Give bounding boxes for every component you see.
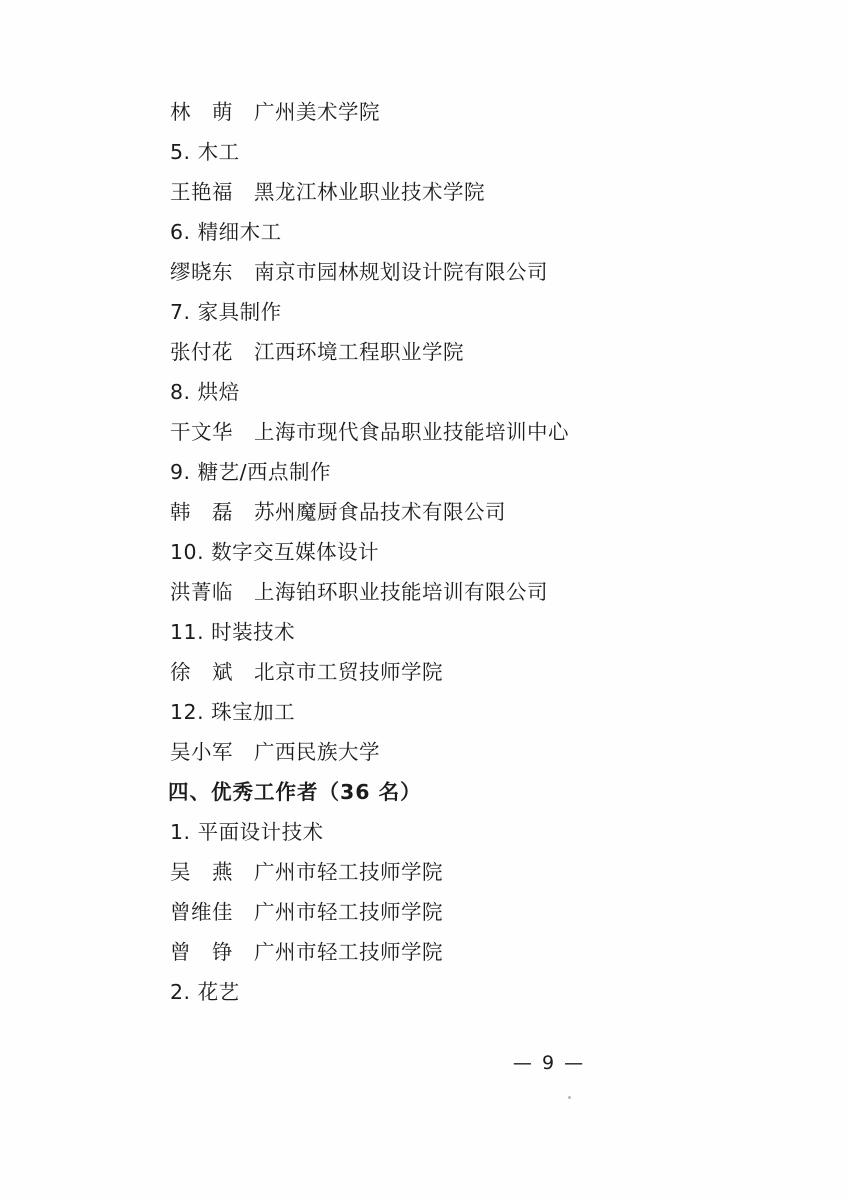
document-line: 8. 烘焙 — [170, 380, 240, 404]
document-line: 5. 木工 — [170, 140, 240, 164]
document-body — [168, 92, 728, 1012]
document-line: 张付花 江西环境工程职业学院 — [170, 340, 464, 364]
document-line: 12. 珠宝加工 — [170, 700, 296, 724]
document-line: 王艳福 黑龙江林业职业技术学院 — [170, 180, 485, 204]
paper-speck — [568, 1096, 571, 1099]
document-line: 缪晓东 南京市园林规划设计院有限公司 — [170, 260, 548, 284]
document-line: 2. 花艺 — [170, 980, 240, 1004]
page-number: — 9 — — [512, 1052, 586, 1074]
section-heading: 四、优秀工作者（36 名） — [168, 780, 422, 804]
document-line: 7. 家具制作 — [170, 300, 282, 324]
document-line: 吴 燕 广州市轻工技师学院 — [170, 860, 443, 884]
document-line: 1. 平面设计技术 — [170, 820, 324, 844]
document-line: 曾维佳 广州市轻工技师学院 — [170, 900, 443, 924]
document-line: 9. 糖艺/西点制作 — [170, 460, 331, 484]
document-line: 6. 精细木工 — [170, 220, 282, 244]
document-line: 干文华 上海市现代食品职业技能培训中心 — [170, 420, 569, 444]
document-line: 林 萌 广州美术学院 — [170, 100, 380, 124]
document-line: 11. 时装技术 — [170, 620, 296, 644]
document-line: 10. 数字交互媒体设计 — [170, 540, 380, 564]
document-line: 曾 铮 广州市轻工技师学院 — [170, 940, 443, 964]
document-line: 洪菁临 上海铂环职业技能培训有限公司 — [170, 580, 548, 604]
document-line: 吴小军 广西民族大学 — [170, 740, 380, 764]
document-line: 韩 磊 苏州魔厨食品技术有限公司 — [170, 500, 506, 524]
document-line: 徐 斌 北京市工贸技师学院 — [170, 660, 443, 684]
